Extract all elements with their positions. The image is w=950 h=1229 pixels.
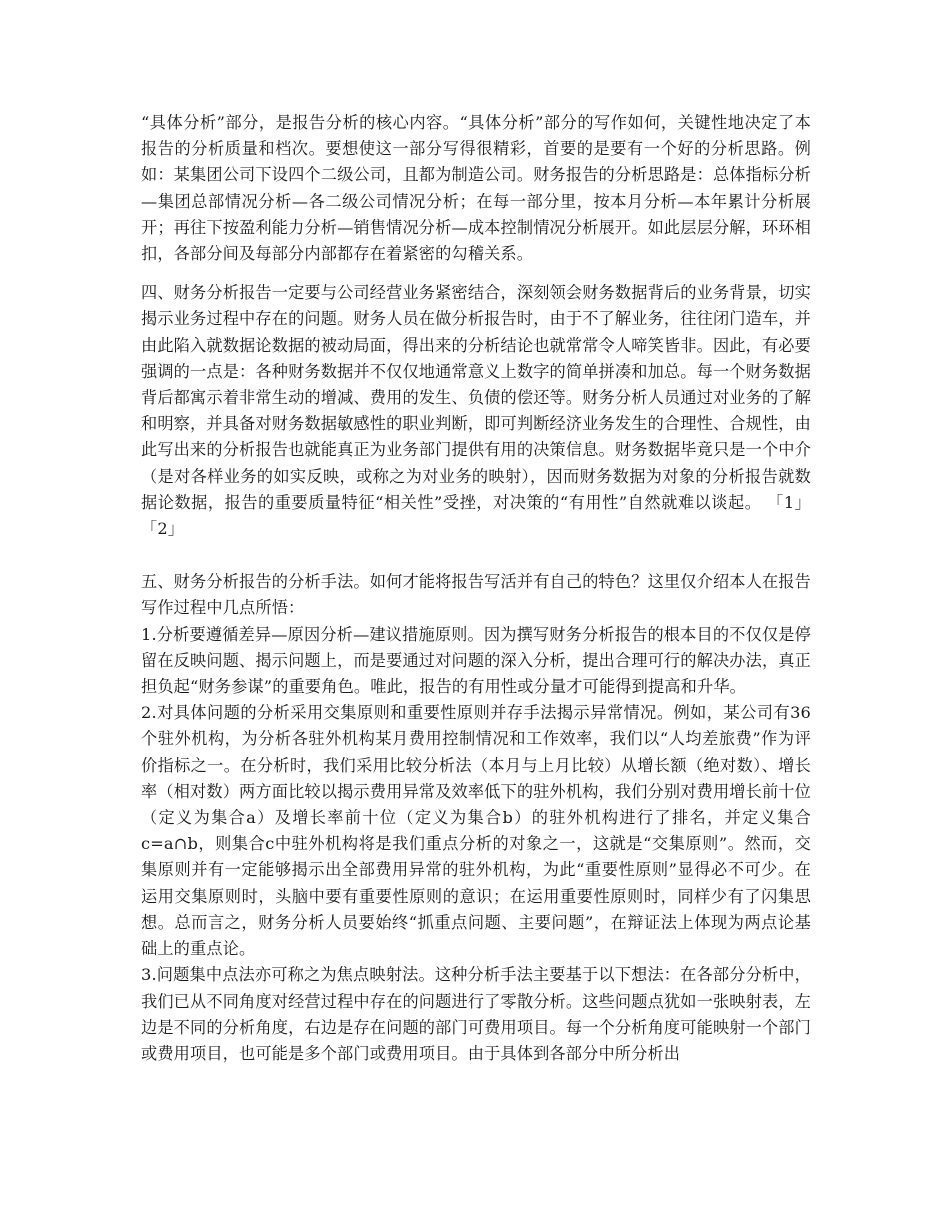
paragraph-specific-analysis: “具体分析”部分，是报告分析的核心内容。“具体分析”部分的写作如何，关键性地决定了本报告的分析质量和档次。要想使这一部分写得很精彩，首要的是要有一个好的分析思路。例如：某集团公司下设四个二级公司，且都为制造公司。财务报告的分析思路是：总体指标分析—集团总部情况分析—各二级公司情况分析；在每一部分里，按本月分析—本年累计分析展开；再往下按盈利能力分析—销售情况分析—成本控制情况分析展开。如此层层分解，环环相扣，各部分间及每部分内部都存在着紧密的勾稽关系。 [141,113,811,264]
paragraph-section-five: 五、财务分析报告的分析手法。如何才能将报告写活并有自己的特色？这里仅介绍本人在报告写作过程中几点所悟： [141,572,811,618]
paragraph-item-1: 1.分析要遵循差异—原因分析—建议措施原则。因为撰写财务分析报告的根本目的不仅仅是停留在反映问题、揭示问题上，而是要通过对问题的深入分析，提出合理可行的解决办法，真正担负起“财务参谋”的重要角色。唯此，报告的有用性或分量才可能得到提高和升华。 [141,624,811,697]
paragraph-gap [141,267,811,280]
paragraph-item-3: 3.问题集中点法亦可称之为焦点映射法。这种分析手法主要基于以下想法：在各部分分析中，我们已从不同角度对经营过程中存在的问题进行了零散分析。这些问题点犹如一张映射表，左边是不同的分析角度，右边是存在问题的部门可费用项目。每一个分析角度可能映射一个部门或费用项目，也可能是多个部门或费用项目。由于具体到各部分中所分析出 [141,965,811,1063]
document-body [141,110,811,1067]
paragraph-section-four: 四、财务分析报告一定要与公司经营业务紧密结合，深刻领会财务数据背后的业务背景，切实揭示业务过程中存在的问题。财务人员在做分析报告时，由于不了解业务，往往闭门造车，并由此陷入就数据论数据的被动局面，得出来的分析结论也就常常令人啼笑皆非。因此，有必要强调的一点是：各种财务数据并不仅仅地通常意义上数字的简单拼凑和加总。每一个财务数据背后都寓示着非常生动的增减、费用的发生、负债的偿还等。财务分析人员通过对业务的了解和明察，并具备对财务数据敏感性的职业判断，即可判断经济业务发生的合理性、合规性，由此写出来的分析报告也就能真正为业务部门提供有用的决策信息。财务数据毕竟只是一个中介（是对各样业务的如实反映，或称之为对业务的映射），因而财务数据为对象的分析报告就数据论数据，报告的重要质量特征“相关性”受挫，对决策的“有用性”自然就难以谈起。 「1」「2」 [141,283,811,539]
paragraph-item-2: 2.对具体问题的分析采用交集原则和重要性原则并存手法揭示异常情况。例如，某公司有36个驻外机构，为分析各驻外机构某月费用控制情况和工作效率，我们以“人均差旅费”作为评价指标之一。在分析时，我们采用比较分析法（本月与上月比较）从增长额（绝对数）、增长率（相对数）两方面比较以揭示费用异常及效率低下的驻外机构，我们分别对费用增长前十位（定义为集合a）及增长率前十位（定义为集合b）的驻外机构进行了排名，并定义集合c=a∩b，则集合c中驻外机构将是我们重点分析的对象之一，这就是“交集原则”。然而，交集原则并有一定能够揭示出全部费用异常的驻外机构，为此“重要性原则”显得必不可少。在运用交集原则时，头脑中要有重要性原则的意识；在运用重要性原则时，同样少有了闪集思想。总而言之，财务分析人员要始终“抓重点问题、主要问题”，在辩证法上体现为两点论基础上的重点论。 [141,703,811,959]
paragraph-gap [141,542,811,569]
